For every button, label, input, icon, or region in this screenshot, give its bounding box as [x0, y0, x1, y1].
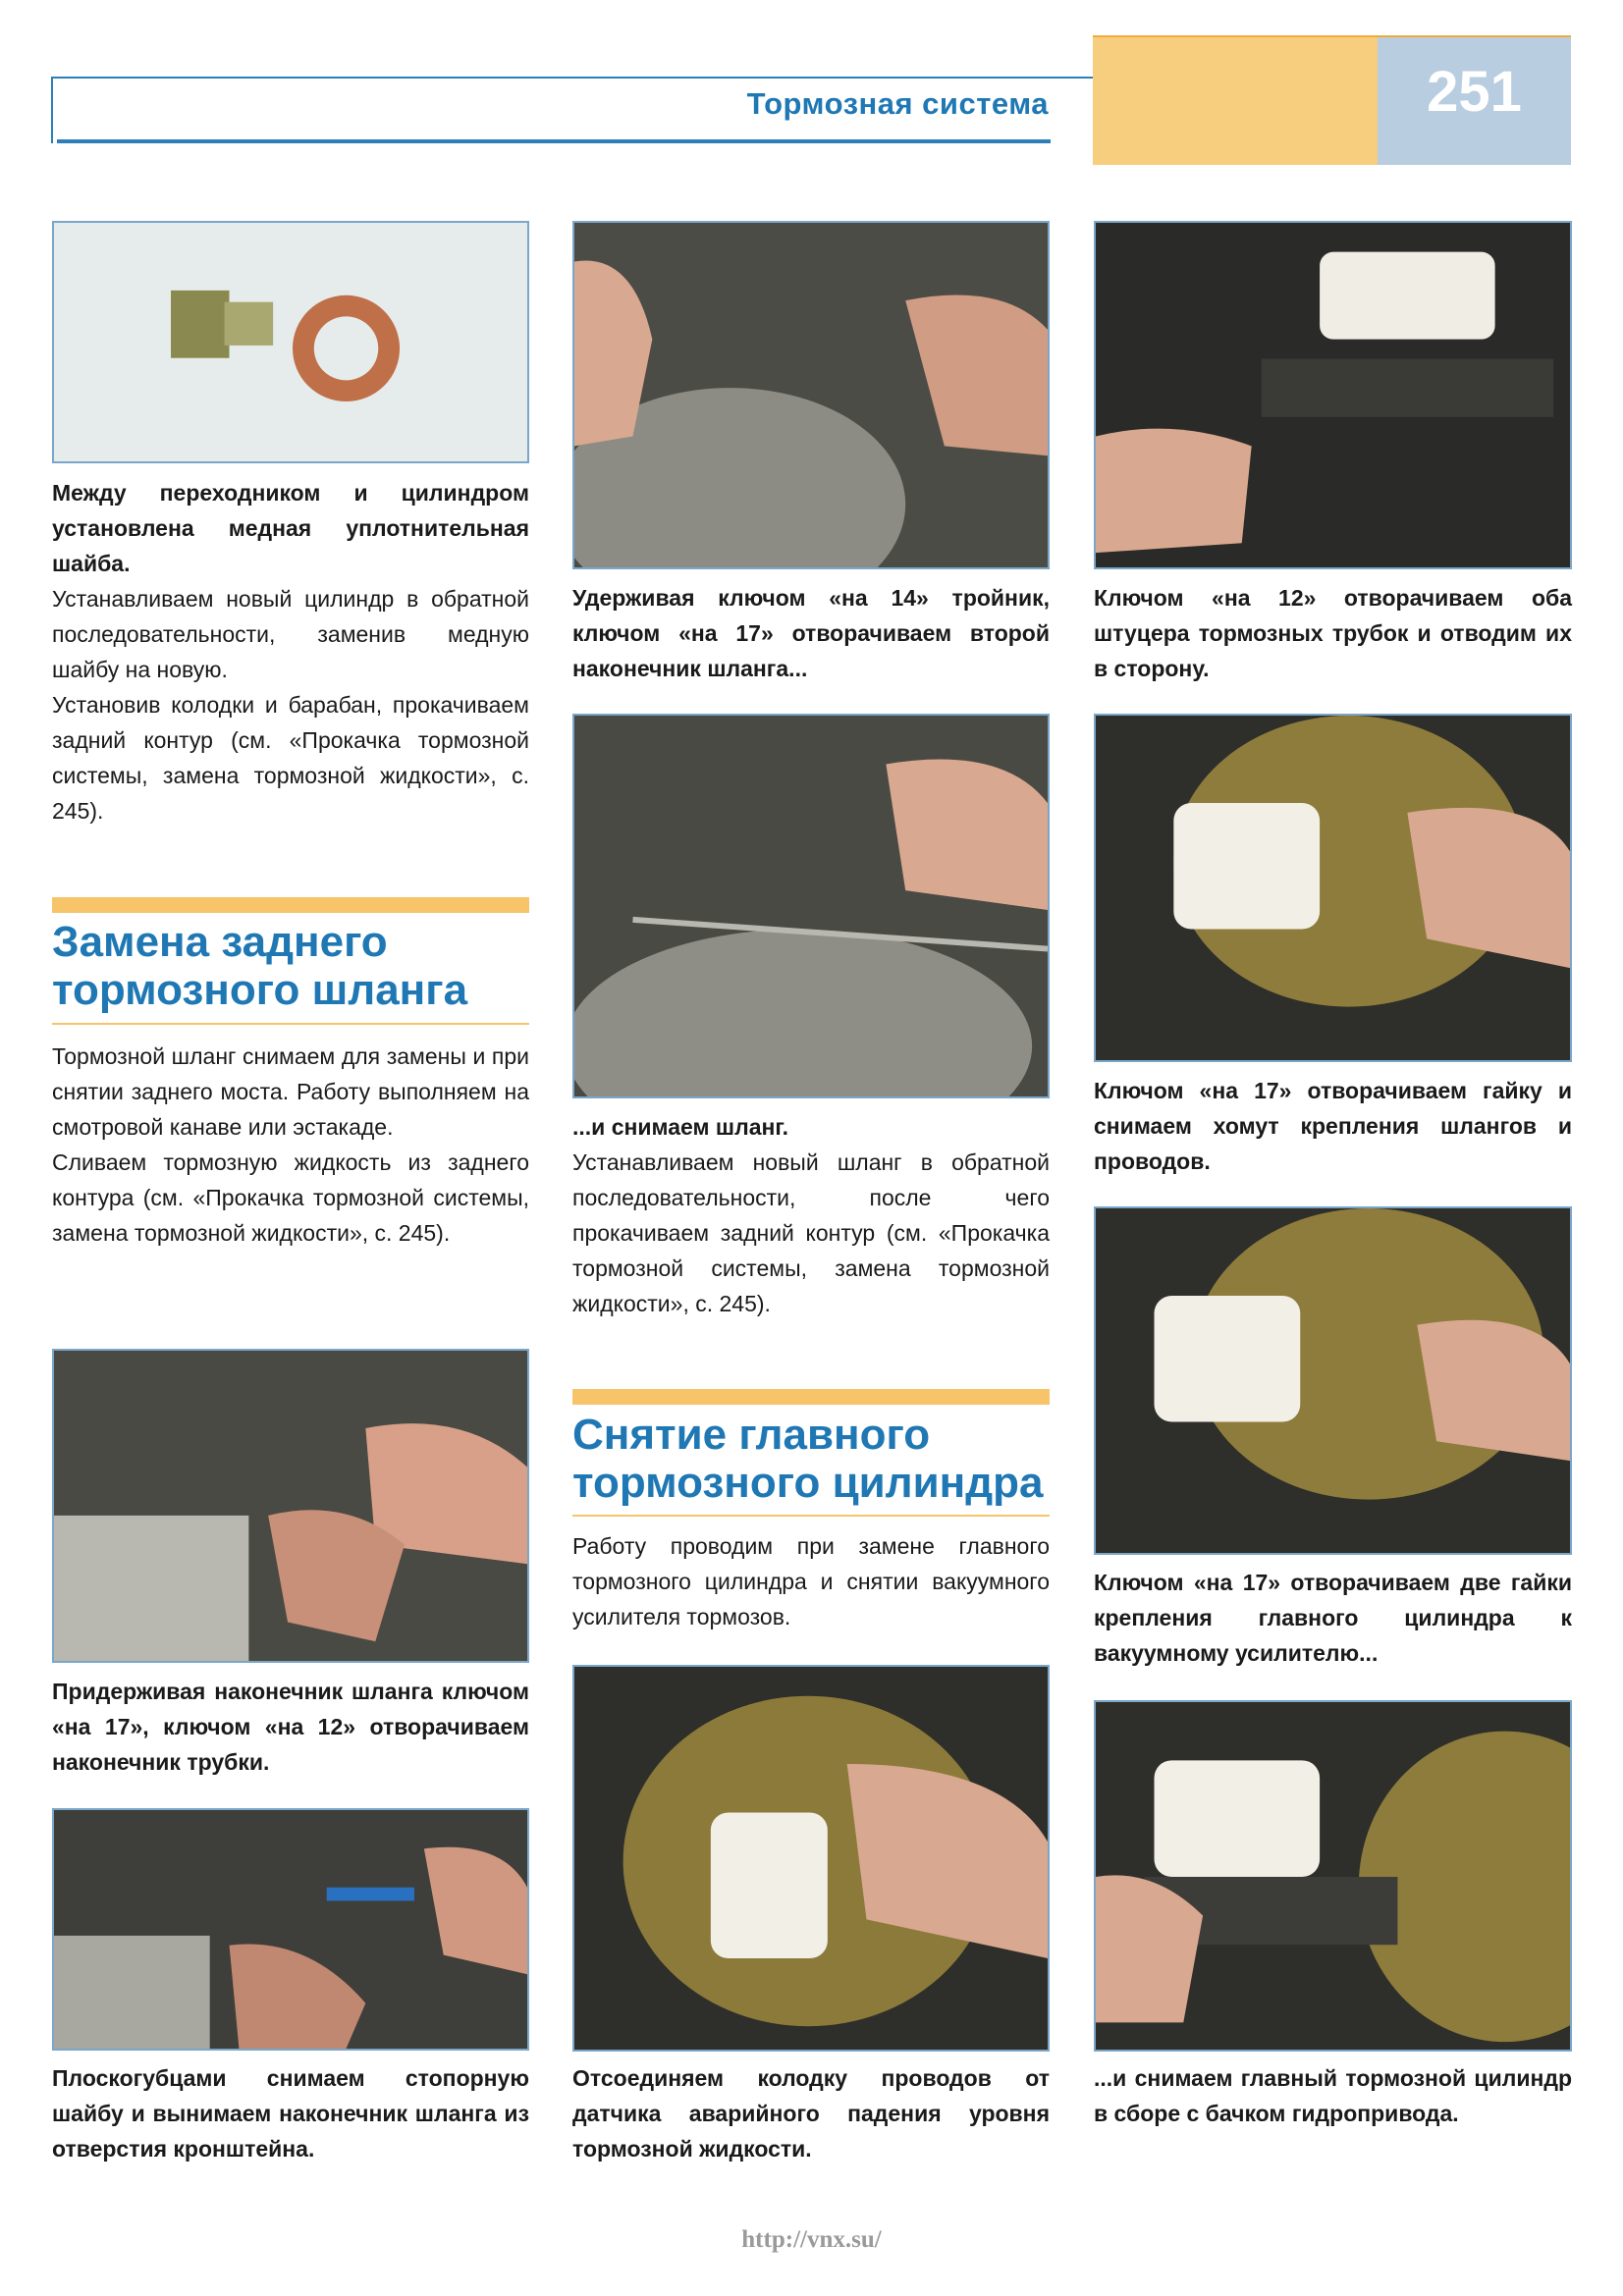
caption-remove-hose: [572, 1109, 1050, 1321]
section-title-master-cylinder: [572, 1411, 1044, 1507]
photo-hose-tip-wrenches-image: [54, 1351, 527, 1661]
running-header-title: Тормозная система: [746, 86, 1049, 121]
photo-pliers-lock-washer-image: [54, 1810, 527, 2049]
header-yellow-block: [1093, 35, 1378, 165]
caption-pliers-lock-washer: Плоскогубцами снимаем стопорную шайбу и вынимаем наконечник шланга из отверстия кронштейна.: [52, 2065, 529, 2162]
section-title-master-cylinder-line2: тормозного цилиндра: [572, 1459, 1044, 1507]
caption-tee-second-hose-tip: Удерживая ключом «на 14» тройник, ключом «на 17» отворачиваем второй наконечник шланга...: [572, 585, 1050, 681]
footer-url: http://vnx.su/: [741, 2226, 882, 2253]
caption-col1-intro-p2: Устанавливаем новый цилиндр в обратной последовательности, заменив медную шайбу на новую.: [52, 586, 529, 682]
caption-master-cylinder-nuts: Ключом «на 17» отворачиваем две гайки крепления главного цилиндра к вакуумному усилителю...: [1094, 1570, 1572, 1666]
section-underline-master-cylinder: [572, 1515, 1050, 1517]
caption-hose-tip-wrenches: Придерживая наконечник шланга ключом «на 17», ключом «на 12» отворачиваем наконечник трубки.: [52, 1679, 529, 1775]
photo-hose-clamp-nut-image: [1096, 716, 1570, 1060]
photo-tee-second-hose-tip: [572, 221, 1050, 569]
section-text-rear-hose-p2: Сливаем тормозную жидкость из заднего контура (см. «Прокачка тормозной системы, замена тормозной жидкости», с. 245).: [52, 1149, 529, 1246]
photo-disconnect-sensor-plug-image: [574, 1667, 1048, 2050]
section-title-rear-hose-line1: Замена заднего: [52, 918, 388, 966]
photo-remove-hose: [572, 714, 1050, 1098]
photo-remove-master-cylinder-image: [1096, 1702, 1570, 2050]
photo-brake-pipe-fittings: [1094, 221, 1572, 569]
photo-remove-hose-image: [574, 716, 1048, 1096]
photo-pliers-lock-washer: [52, 1808, 529, 2051]
photo-disconnect-sensor-plug: [572, 1665, 1050, 2052]
section-title-rear-hose-line2: тормозного шланга: [52, 966, 468, 1014]
caption-col1-intro-p3: Установив колодки и барабан, прокачиваем задний контур (см. «Прокачка тормозной системы, замена тормозной жидкости», с. 245).: [52, 692, 529, 824]
photo-master-cylinder-nuts-image: [1096, 1208, 1570, 1553]
section-text-master-cylinder: Работу проводим при замене главного тормозного цилиндра и снятии вакуумного усилителя тормозов.: [572, 1533, 1050, 1629]
photo-hose-tip-wrenches: [52, 1349, 529, 1663]
caption-brake-pipe-fittings: Ключом «на 12» отворачиваем оба штуцера тормозных трубок и отводим их в сторону.: [1094, 585, 1572, 681]
page-number: 251: [1427, 60, 1522, 124]
section-title-rear-hose: [52, 918, 467, 1014]
section-title-master-cylinder-line1: Снятие главного: [572, 1411, 931, 1459]
photo-brake-pipe-fittings-image: [1096, 223, 1570, 567]
caption-remove-hose-text: Устанавливаем новый шланг в обратной последовательности, после чего прокачиваем задний контур (см. «Прокачка тормозной системы, замена тормозной жидкости», с. 245).: [572, 1149, 1050, 1316]
photo-remove-master-cylinder: [1094, 1700, 1572, 2052]
caption-hose-clamp-nut: Ключом «на 17» отворачиваем гайку и снимаем хомут крепления шлангов и проводов.: [1094, 1078, 1572, 1174]
photo-hose-clamp-nut: [1094, 714, 1572, 1062]
photo-adapter-washer: [52, 221, 529, 463]
section-bar-rear-hose: [52, 897, 529, 913]
section-text-rear-hose-p1: Тормозной шланг снимаем для замены и при снятии заднего моста. Работу выполняем на смотровой канаве или эстакаде.: [52, 1043, 529, 1140]
header-rule: [57, 139, 1051, 143]
caption-col1-intro-bold: Между переходником и цилиндром установлена медная уплотнительная шайба.: [52, 480, 529, 576]
section-text-rear-hose: [52, 1039, 529, 1251]
caption-disconnect-sensor-plug: Отсоединяем колодку проводов от датчика аварийного падения уровня тормозной жидкости.: [572, 2065, 1050, 2162]
caption-remove-hose-bold: ...и снимаем шланг.: [572, 1114, 789, 1140]
header-top-line: [1093, 35, 1571, 37]
photo-master-cylinder-nuts: [1094, 1206, 1572, 1555]
caption-col1-intro: [52, 475, 529, 828]
photo-tee-second-hose-tip-image: [574, 223, 1048, 567]
photo-adapter-washer-image: [54, 223, 527, 461]
caption-remove-master-cylinder: ...и снимаем главный тормозной цилиндр в сборе с бачком гидропривода.: [1094, 2065, 1572, 2126]
section-underline-rear-hose: [52, 1023, 529, 1025]
section-bar-master-cylinder: [572, 1389, 1050, 1405]
